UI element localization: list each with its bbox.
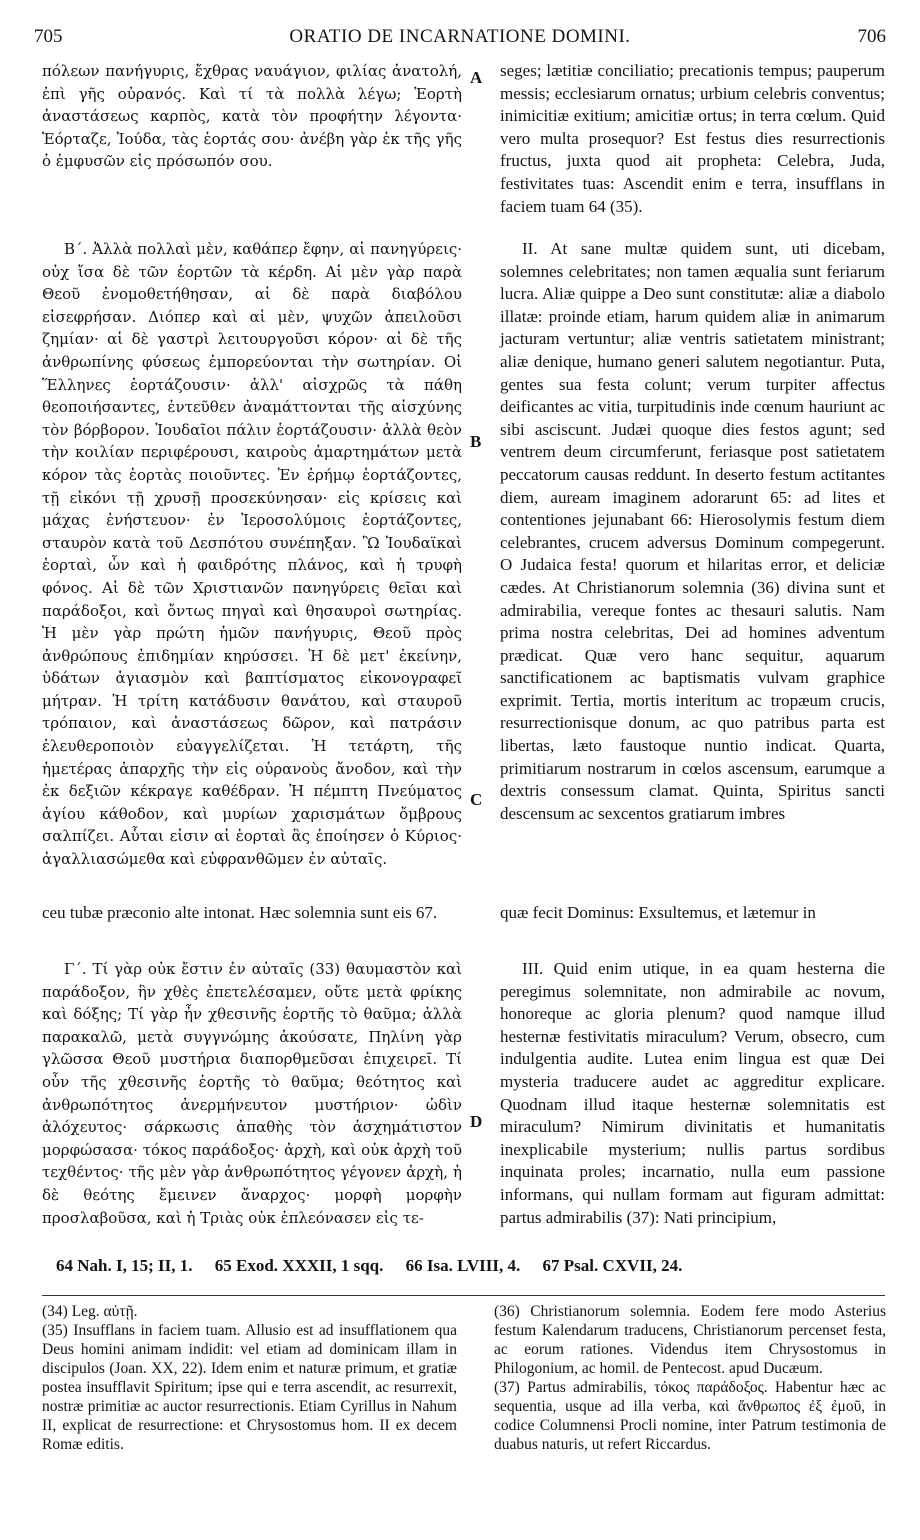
latin-column-top <box>500 60 885 218</box>
section-marker-b: B <box>470 432 482 451</box>
note-36: (36) Christianorum solemnia. Eodem fere modo Asterius festum Kalendarum traducens, Christianorum percenset festa, ac eorum rationes. Videndus item Chrysostomus in Philogonium, ac homil. de Pentecost. apud Ducæum. <box>494 1303 886 1377</box>
scripture-ref: 67 Psal. CXVII, 24. <box>542 1256 683 1275</box>
scripture-ref: 64 Nah. I, 15; II, 1. <box>56 1256 193 1275</box>
page-number-right: 706 <box>857 26 886 47</box>
scripture-ref: 65 Exod. XXXII, 1 sqq. <box>214 1256 384 1275</box>
latin-paragraph-2: II. At sane multæ quidem sunt, uti dicebam, solemnes celebritates; non tamen æqualia sunt feriarum lucra. Aliæ quippe a Deo sunt constitutæ: aliæ a diabolo illatæ: proinde etiam, harum quidem aliæ in animarum jacturam vertuntur; aliæ ventris satietatem ministrant; aliæ denique, humano generi salutem negotiantur. Puta, gentes sua festa colunt; verum turpiter affectus deificantes ac vitia, turpitudinis inde cœnum hauriunt ac sibi asciscunt. Judæi quoque dies festos agunt; sed ventrem deum circumferunt, feriasque post satietatem peccatorum causas reddunt. In deserto festum actitantes diem, auream imaginem adorarunt 65: ad lites et contentiones jejunabant 66: Hierosolymis festum diem celebrantes, crucem adversus Dominum compegerunt. O Judaica festa! quorum et hilaritas error, et deliciæ cædes. At Christianorum solemnia (36) divina sunt et admirabilia, vereque fontes ac thesauri salutis. Nam prima nostra celebritas, Dei ad homines adventum prædicat. Quæ vero hanc sequitur, aquarum sanctificationem ac baptismatis vulvam graphice exprimit. Tertia, mortis interitum ac tropæum crucis, resurrectionisque donum, ac quo patribus parta est libertas, læto faustoque nuntio indicat. Quarta, primitiarum nostrarum in cœlos ascensum, earumque a dextris consessum clamat. Quinta, Spiritus sancti descensum ac sexcentos gratiarum imbres <box>500 239 885 823</box>
greek-bridge-text: ceu tubæ præconio alte intonat. Hæc solemnia sunt eis 67. <box>42 903 438 922</box>
running-title: ORATIO DE INCARNATIONE DOMINI. <box>289 26 631 47</box>
latin-paragraph-3: III. Quid enim utique, in ea quam hesterna die peregimus solemnitate, non admirabile ac novum, honoreque ac gloria plenum? quod namque illud hesternæ festivitatis miraculum? Verum, obsecro, cum indulgentia audite. Lutea enim lingua est quæ Dei mysteria traducere audet ac aggreditur explicare. Quodnam illud itaque hesternæ solemnitatis est miraculum? Nimirum divinitatis et humanitatis inexplicabile mysterium; nullis partus sordibus inquinata proles; incarnatio, nulla eum passione informans, qui nullam formam aut figuram admittat: partus admirabilis (37): Nati principium, <box>500 959 885 1227</box>
page-header <box>34 26 886 56</box>
greek-paragraph-1: πόλεων πανήγυρις, ἔχθρας ναυάγιον, φιλίας ἀνατολή, ἐπὶ γῆς οὐρανός. Καὶ τί τὰ πολλὰ λέγω; Ἑορτὴ ἀναστάσεως καρπὸς, κατὰ τὸν προφήτην λέγοντα· Ἑόρταζε, Ἰούδα, τὰς ἑορτάς σου· ἀνέβη γὰρ ἐκ τῆς γῆς ὁ ἐμφυσῶν εἰς πρόσωπόν σου. <box>42 62 462 171</box>
greek-column-bottom <box>42 958 462 1229</box>
notes-left-column <box>42 1302 457 1454</box>
notes-right-column <box>494 1302 886 1454</box>
latin-bridge-text: quæ fecit Dominus: Exsultemus, et lætemur in <box>500 903 816 922</box>
footnote-rule <box>42 1295 885 1296</box>
note-35: (35) Insufflans in faciem tuam. Allusio est ad insufflationem qua Deus homini animam indidit: vel etiam ad dominicam illam in discipulos (Joan. XX, 22). Idem enim et naturæ primum, et gratiæ postea insufflavit Spiritum; ipse qui e terra ascendit, ac resurrexit, nostræ primitiæ ac auctor resurrectionis. Etiam Cyrillus in Nahum II, explicat de resurrectione: et Chrysostomus hom. II ex decem Romæ editis. <box>42 1322 457 1453</box>
latin-column-middle <box>500 238 885 825</box>
greek-paragraph-3: Γ΄. Τί γὰρ οὐκ ἔστιν ἐν αὐταῖς (33) θαυμαστὸν καὶ παράδοξον, ἣν χθὲς ἐπετελέσαμεν, οὔτε μετὰ φρίκης καὶ δόξης; Τί γὰρ ἦν χθεσινῆς ἑορτῆς τὸ θαῦμα; ἀλλὰ παρακαλῶ, μετὰ συγγνώμης ἀκούσατε, Πηλίνη γὰρ γλῶσσα Θεοῦ μυστήρια διαπορθμεῦσαι ἐπιχειρεῖ. Τί οὖν τῆς χθεσινῆς ἑορτῆς τὸ θαῦμα; θεότητος καὶ ἀνθρωπότητος ἀνερμήνευτον μυστήριον· ὠδὶν ἀλόχευτος· σάρκωσις ἀπαθὴς τὸν ἀσχημάτιστον μορφώσασα· τόκος παράδοξος· ἀρχὴ, καὶ οὐκ ἀρχὴ τοῦ τεχθέντος· τῆς μὲν γὰρ ἀνθρωπότητος γέγονεν ἀρχὴ, ἡ δὲ θεότης ἔμεινεν ἄναρχος· μορφὴ μορφὴν προσλαβοῦσα, καὶ ἡ Τριὰς οὐκ ἐπλεόνασεν εἰς τε- <box>42 960 462 1227</box>
scripture-ref: 66 Isa. LVIII, 4. <box>405 1256 521 1275</box>
note-34: (34) Leg. αὐτῇ. <box>42 1303 138 1320</box>
latin-column-bottom <box>500 958 885 1229</box>
note-37: (37) Partus admirabilis, τόκος παράδοξος. Habentur hæc ac sequentia, usque ad illa verba, καὶ ἄνθρωπος ἐξ ἐμοῦ, in codice Columnensi Procli nomine, inter Patrum testimonia de duabus naturis, ut refert Riccardus. <box>494 1379 886 1453</box>
greek-bridge <box>42 902 462 925</box>
greek-column-top <box>42 60 462 173</box>
greek-paragraph-2: Β΄. Ἀλλὰ πολλαὶ μὲν, καθάπερ ἔφην, αἱ πανηγύρεις· οὐχ ἴσα δὲ τῶν ἑορτῶν τὰ κέρδη. Αἱ μὲν γὰρ παρὰ Θεοῦ ἐνομοθετήθησαν, αἱ δὲ παρὰ διαβόλου εἰσεφρήσαν. Διόπερ καὶ αἱ μὲν, ψυχῶν ἀπειλοῦσι ζημίαν· αἱ δὲ γαστρὶ λειτουργοῦσι κόρον· αἱ δὲ τῆς ἀνθρωπίνης φύσεως ἐμπορεύονται τὴν σωτηρίαν. Οἱ Ἕλληνες ἑορτάζουσιν· ἀλλ' αἰσχρῶς τὰ πάθη θεοποιήσαντες, ἐντεῦθεν ἀναμάττονται τῆς αἰσχύνης τὸν βόρβορον. Ἰουδαῖοι πάλιν ἑορτάζουσιν· ἀλλὰ θεὸν τὴν κοιλίαν περιφέρουσι, καιροὺς ἁμαρτημάτων μετὰ κόρον τὰς ἑορτὰς ποιοῦντες. Ἐν ἐρήμῳ ἑορτάζοντες, τῇ εἰκόνι τῇ χρυσῇ προσεκύνησαν· εἰς κρίσεις καὶ μάχας ἐνήστευον· ἐν Ἱεροσολύμοις ἑορτάζοντες, σταυρὸν κατὰ τοῦ Δεσπότου συνέπηξαν. Ὢ Ἰουδαϊκαὶ ἑορταὶ, ὧν καὶ ἡ φαιδρότης πλάνος, καὶ ἡ τρυφὴ φόνος. Αἱ δὲ τῶν Χριστιανῶν πανηγύρεις θεῖαι καὶ παράδοξοι, καὶ ὄντως πηγαὶ καὶ θησαυροὶ σωτηρίας. Ἡ μὲν γὰρ πρώτη ἡμῶν πανήγυρις, Θεοῦ πρὸς ἀνθρώπους ἐπιδημίαν κηρύσσει. Ἡ δὲ μετ' ἐκείνην, ὑδάτων ἁγιασμὸν καὶ βαπτίσματος εἰκονογραφεῖ μήτραν. Ἡ τρίτη κατάδυσιν θανάτου, καὶ σταυροῦ τρόπαιον, καὶ ἀναστάσεως δῶρον, καὶ πατράσιν ἐλευθεροποιὸν εὐαγγελίζεται. Ἡ τετάρτη, τῆς ἡμετέρας ἀπαρχῆς τὴν εἰς οὐρανοὺς ἄνοδον, καὶ τὴν ἐκ δεξιῶν κέκραγε καθέδραν. Ἡ πέμπτη Πνεύματος ἁγίου κάθοδον, καὶ μυρίων χαρισμάτων ὄμβρους σαλπίζει. Αὗται εἰσιν αἱ ἑορταὶ ἃς ἐποίησεν ὁ Κύριος· ἀγαλλιασώμεθα καὶ εὐφρανθῶμεν ἐν αὐταῖς. <box>42 240 462 869</box>
section-marker-a: A <box>470 68 483 87</box>
latin-bridge <box>500 902 885 925</box>
greek-column-middle <box>42 238 462 871</box>
section-marker-c: C <box>470 790 483 809</box>
latin-paragraph-1: seges; lætitiæ conciliatio; precationis tempus; pauperum messis; ecclesiarum ornatus; urbium celebris conventus; inimicitiæ exitium; amicitiæ ortus; in terra cœlum. Quid vero multa prosequor? Est festus dies resurrectionis fructus, juxta quod ait propheta: Celebra, Juda, festivitates tuas: Ascendit enim e terra, insufflans in faciem tuam 64 (35). <box>500 61 885 216</box>
section-marker-d: D <box>470 1112 483 1131</box>
page-number-left: 705 <box>34 26 63 47</box>
scripture-references <box>56 1256 700 1276</box>
